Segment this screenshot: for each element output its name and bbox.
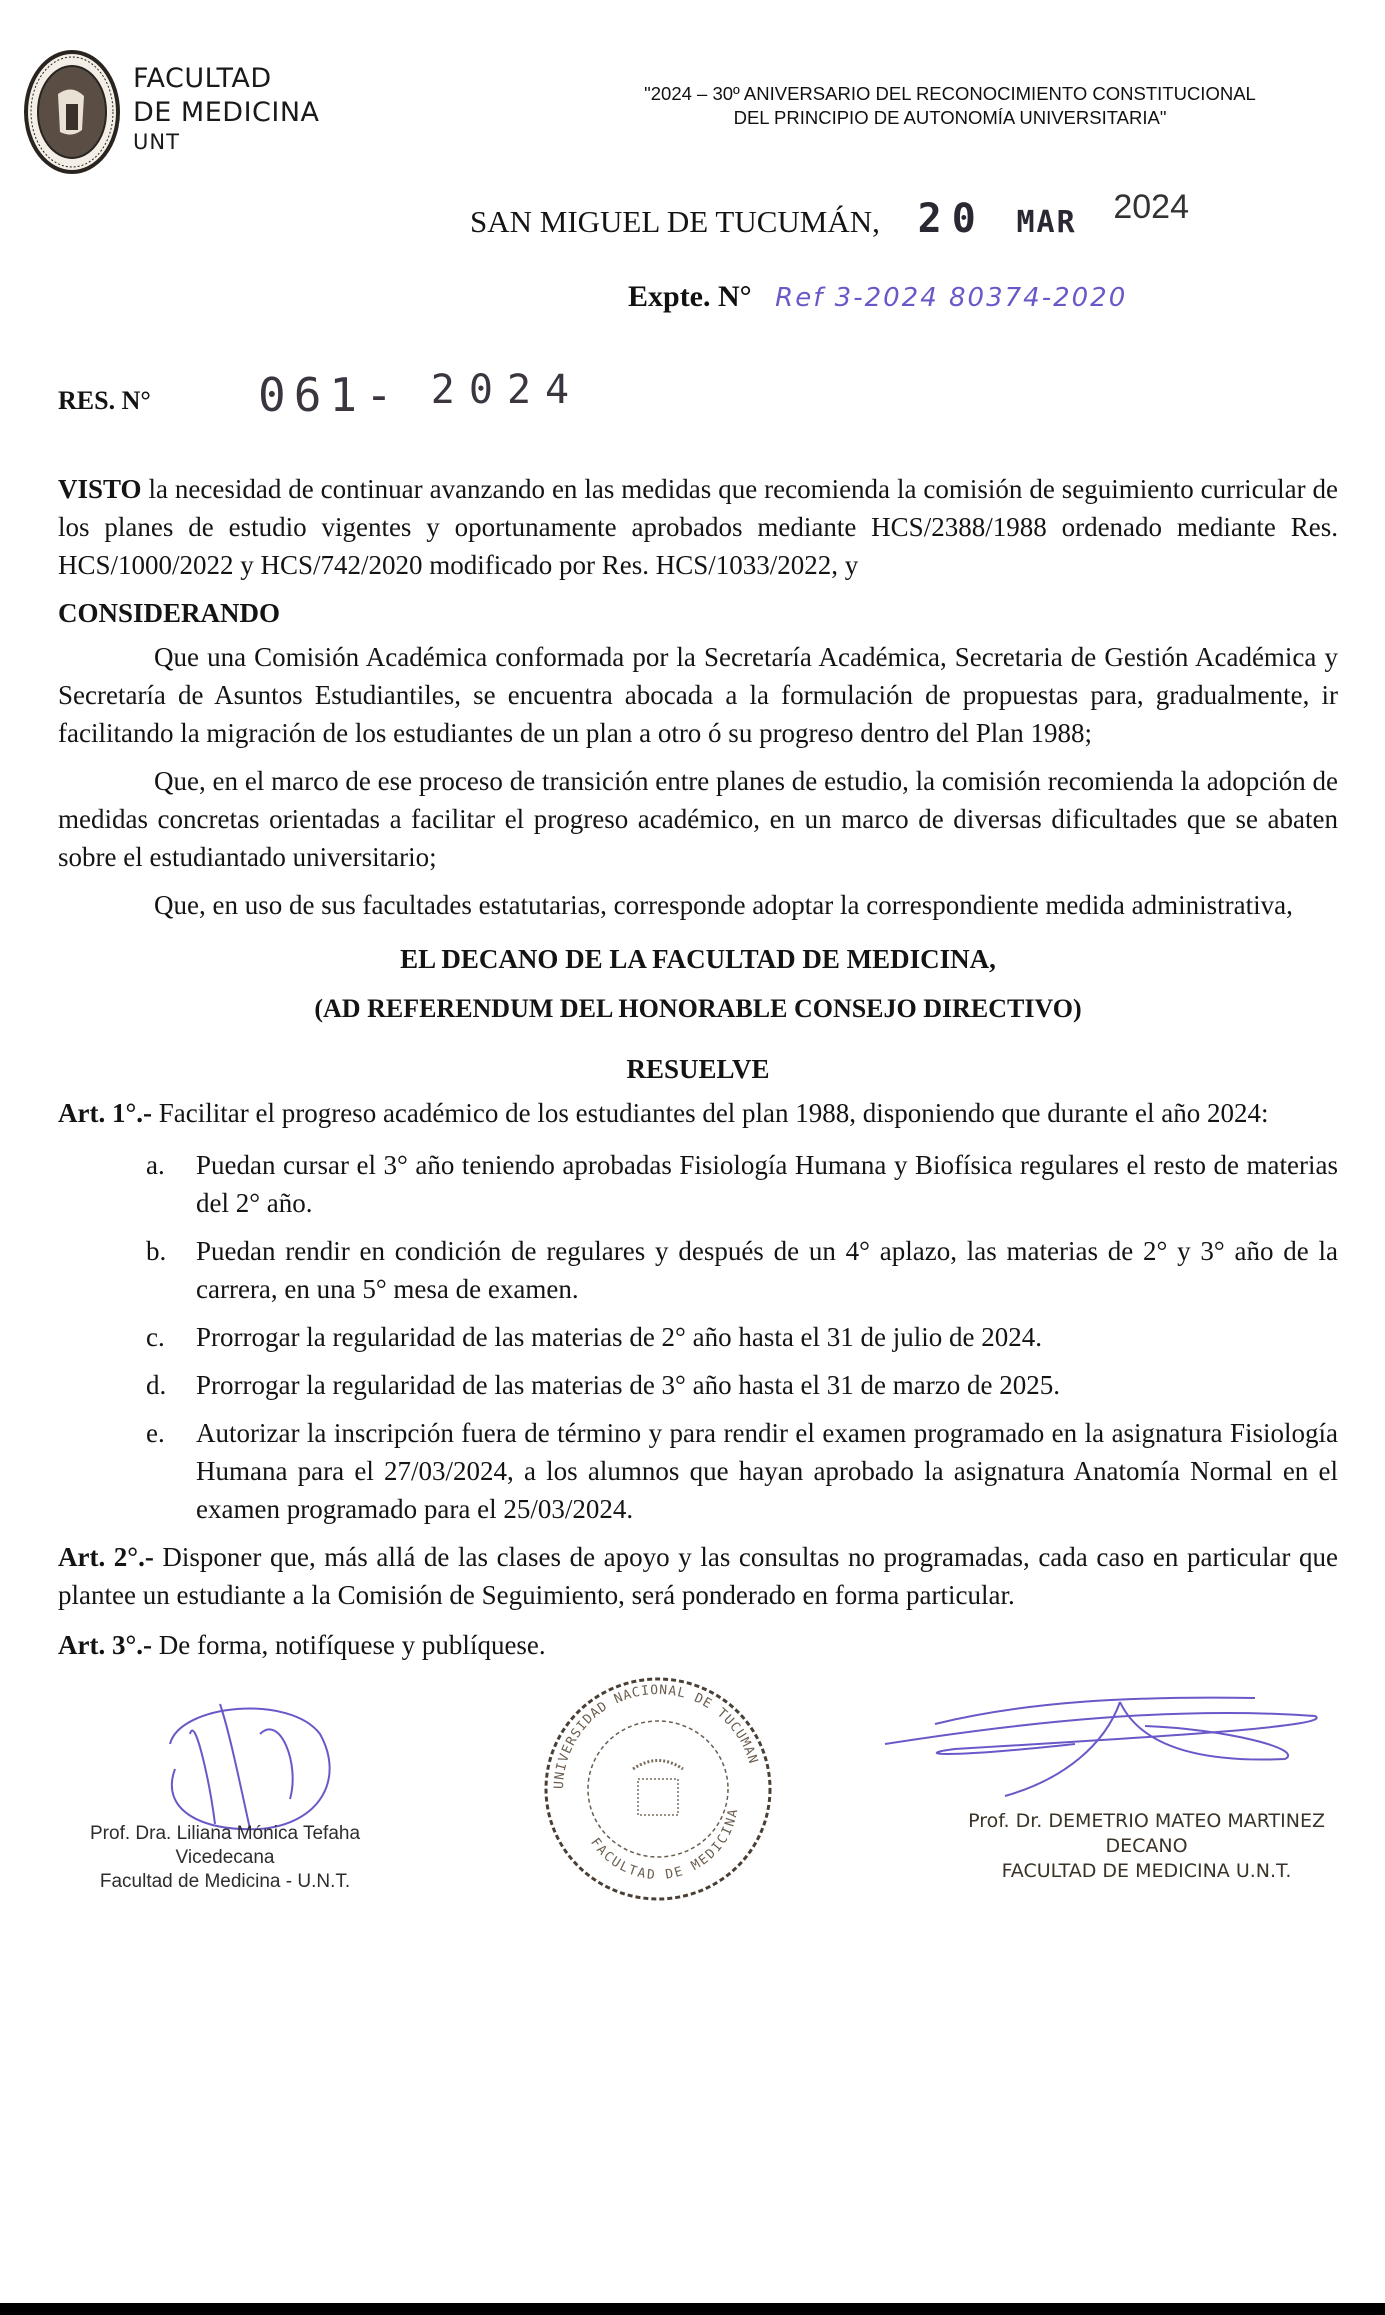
dean-signature-column [875, 1684, 1345, 1904]
seal-text-top: UNIVERSIDAD NACIONAL DE TUCUMAN [551, 1682, 761, 1790]
expediente-label: Expte. N° [628, 280, 752, 313]
place-date-line [470, 188, 1189, 242]
item-text: Autorizar la inscripción fuera de término y para rendir el examen programado en la asignatura Fisiología Humana para el 27/03/2024, a los alumnos que hayan aprobado la asignatura Anatomía Normal en el examen programado para el 25/03/2024. [196, 1418, 1338, 1524]
item-letter: e. [146, 1418, 165, 1448]
item-letter: a. [146, 1150, 165, 1180]
institution-line-2: DE MEDICINA [133, 97, 320, 128]
dean-signature-scribble-icon [875, 1684, 1345, 1814]
expediente-line [628, 280, 1127, 314]
institution-name [133, 62, 320, 154]
item-letter: d. [146, 1370, 167, 1400]
vicedean-signature-scribble-icon [120, 1684, 370, 1834]
vicedean-signature-block [90, 1822, 360, 1894]
article-3-label: Art. 3°.- [58, 1630, 153, 1660]
vicedean-role: Vicedecana [175, 1847, 275, 1868]
visto-lead: VISTO [58, 474, 142, 504]
authority-line-2: (AD REFERENDUM DEL HONORABLE CONSEJO DIRECTIVO) [314, 994, 1082, 1023]
article-2-text: Disponer que, más allá de las clases de apoyo y las consultas no programadas, cada caso en particular que plantee un estudiante a la Comisión de Seguimiento, será ponderado en forma particular. [58, 1542, 1338, 1610]
date-day: 20 [917, 196, 986, 242]
article-1-items [58, 1146, 1338, 1528]
item-text: Puedan cursar el 3° año teniendo aprobadas Fisiología Humana y Biofísica regulares el resto de materias del 2° año. [196, 1150, 1338, 1218]
signature-area [60, 1674, 1345, 1904]
seal-text-bottom: FACULTAD DE MEDICINA [586, 1806, 742, 1884]
date-year: 2024 [1113, 188, 1189, 226]
expediente-value: Ref 3-2024 80374-2020 [775, 283, 1128, 313]
dean-org: FACULTAD DE MEDICINA U.N.T. [1001, 1860, 1292, 1882]
considerando-paragraph: Que una Comisión Académica conformada por la Secretaría Académica, Secretaria de Gestión Académica y Secretaría de Asuntos Estudiantiles, se encuentra abocada a la formulación de propuestas para, gradualmente, ir facilitando la migración de los estudiantes de un plan a otro ó su progreso dentro del Plan 1988; [58, 642, 1338, 748]
authority-line-1: EL DECANO DE LA FACULTAD DE MEDICINA, [400, 944, 996, 974]
article-1 [58, 1094, 1338, 1132]
resolution-number: 061- [258, 368, 401, 422]
resolution-label: RES. N° [58, 386, 151, 415]
vicedean-org: Facultad de Medicina - U.N.T. [99, 1871, 351, 1892]
scan-edge-bar [0, 2303, 1385, 2315]
article-2 [58, 1538, 1338, 1614]
list-item [58, 1366, 1338, 1404]
dean-signature-block [968, 1809, 1325, 1884]
vicedean-name: Prof. Dra. Liliana Mónica Tefaha [90, 1823, 361, 1844]
item-text: Puedan rendir en condición de regulares y después de un 4° aplazo, las materias de 2° y 3° año de la carrera, en una 5° mesa de examen. [196, 1236, 1338, 1304]
official-seal-stamp-icon [533, 1674, 783, 1904]
institution-line-3: UNT [133, 130, 180, 154]
article-3-text: De forma, notifíquese y publíquese. [152, 1630, 546, 1660]
list-item [58, 1232, 1338, 1308]
visto-paragraph [58, 470, 1338, 584]
resolution-number-stamp [258, 368, 583, 422]
item-letter: b. [146, 1236, 167, 1266]
visto-text: la necesidad de continuar avanzando en las medidas que recomienda la comisión de seguimiento curricular de los planes de estudio vigentes y oportunamente aprobados mediante HCS/2388/1988 ordenado mediante Res. HCS/1000/2022 y HCS/742/2020 modificado por Res. HCS/1033/2022, y [58, 474, 1338, 580]
considerando-paragraph: Que, en uso de sus facultades estatutarias, corresponde adoptar la correspondiente medida administrativa, [154, 890, 1293, 920]
considerando-paragraph: Que, en el marco de ese proceso de transición entre planes de estudio, la comisión recomienda la adopción de medidas concretas orientadas a facilitar el progreso académico, en un marco de diversas dificultades que se abaten sobre el estudiantado universitario; [58, 766, 1338, 872]
item-text: Prorrogar la regularidad de las materias de 3° año hasta el 31 de marzo de 2025. [196, 1370, 1060, 1400]
date-month: MAR [1016, 205, 1077, 240]
resolution-year: 2024 [430, 367, 584, 413]
article-1-label: Art. 1°.- [58, 1098, 153, 1128]
place-name: SAN MIGUEL DE TUCUMÁN, [470, 204, 880, 239]
list-item [58, 1414, 1338, 1528]
dean-role: DECANO [1105, 1835, 1188, 1857]
list-item [58, 1318, 1338, 1356]
dean-name: Prof. Dr. DEMETRIO MATEO MARTINEZ [968, 1810, 1325, 1832]
considerando-heading: CONSIDERANDO [58, 598, 281, 628]
university-seal-logo-icon [22, 48, 122, 176]
motto-line-1: "2024 – 30º ANIVERSARIO DEL RECONOCIMIENTO CONSTITUCIONAL [644, 83, 1256, 104]
article-1-text: Facilitar el progreso académico de los estudiantes del plan 1988, disponiendo que durante el año 2024: [152, 1098, 1269, 1128]
motto-line-2: DEL PRINCIPIO DE AUTONOMÍA UNIVERSITARIA" [733, 107, 1167, 128]
anniversary-motto [560, 82, 1340, 130]
article-2-label: Art. 2°.- [58, 1542, 154, 1572]
resuelve-heading: RESUELVE [626, 1054, 770, 1084]
article-3 [58, 1626, 1338, 1664]
item-letter: c. [146, 1322, 165, 1352]
document-body [58, 470, 1338, 1664]
official-seal-column [533, 1674, 783, 1904]
date-stamp [917, 188, 1189, 242]
item-text: Prorrogar la regularidad de las materias de 2° año hasta el 31 de julio de 2024. [196, 1322, 1043, 1352]
vicedean-signature-column [60, 1684, 440, 1904]
institution-line-1: FACULTAD [133, 63, 272, 94]
document-header [0, 0, 1385, 470]
list-item [58, 1146, 1338, 1222]
